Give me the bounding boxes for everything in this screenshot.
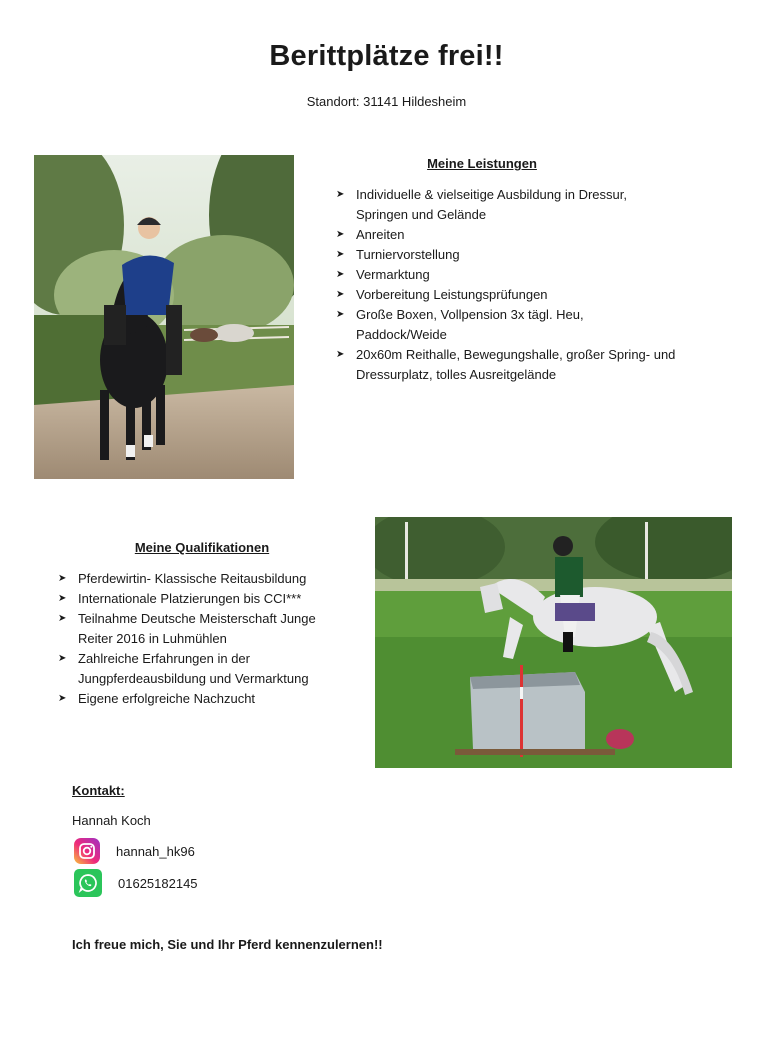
list-item: ➤ Eigene erfolgreiche Nachzucht [58, 689, 348, 709]
list-item: ➤ Turniervorstellung [336, 245, 676, 265]
contact-heading: Kontakt: [72, 783, 125, 798]
list-item: ➤ Vermarktung [336, 265, 676, 285]
photo-jumping-horse [375, 517, 732, 768]
list-item: ➤ Pferdewirtin- Klassische Reitausbildung [58, 569, 348, 589]
closing-text: Ich freue mich, Sie und Ihr Pferd kennenzulernen!! [72, 937, 383, 952]
list-item: ➤ Individuelle & vielseitige Ausbildung in Dressur, Springen und Gelände [336, 185, 676, 225]
services-heading: Meine Leistungen [427, 156, 537, 171]
list-item: ➤ Zahlreiche Erfahrungen in der Jungpferdeausbildung und Vermarktung [58, 649, 348, 689]
instagram-icon [74, 838, 100, 864]
services-list [336, 185, 676, 385]
phone-number[interactable]: 01625182145 [118, 875, 198, 891]
photo-rider-dark-horse [34, 155, 294, 479]
list-item: ➤ Internationale Platzierungen bis CCI*** [58, 589, 348, 609]
list-item: ➤ Vorbereitung Leistungsprüfungen [336, 285, 676, 305]
whatsapp-icon [74, 869, 102, 897]
whatsapp-row[interactable] [74, 869, 198, 897]
contact-name: Hannah Koch [72, 813, 151, 828]
page-title: Berittplätze frei!! [269, 40, 504, 72]
instagram-row[interactable] [74, 838, 195, 864]
location-text: Standort: 31141 Hildesheim [306, 94, 467, 109]
qualifications-heading: Meine Qualifikationen [134, 540, 270, 555]
qualifications-list [58, 569, 348, 709]
list-item: ➤ Teilnahme Deutsche Meisterschaft Junge Reiter 2016 in Luhmühlen [58, 609, 348, 649]
instagram-handle[interactable]: hannah_hk96 [116, 843, 195, 859]
list-item: ➤ Anreiten [336, 225, 676, 245]
list-item: ➤ Große Boxen, Vollpension 3x tägl. Heu, Paddock/Weide [336, 305, 676, 345]
list-item: ➤ 20x60m Reithalle, Bewegungshalle, großer Spring- und Dressurplatz, tolles Ausreitgelände [336, 345, 676, 385]
